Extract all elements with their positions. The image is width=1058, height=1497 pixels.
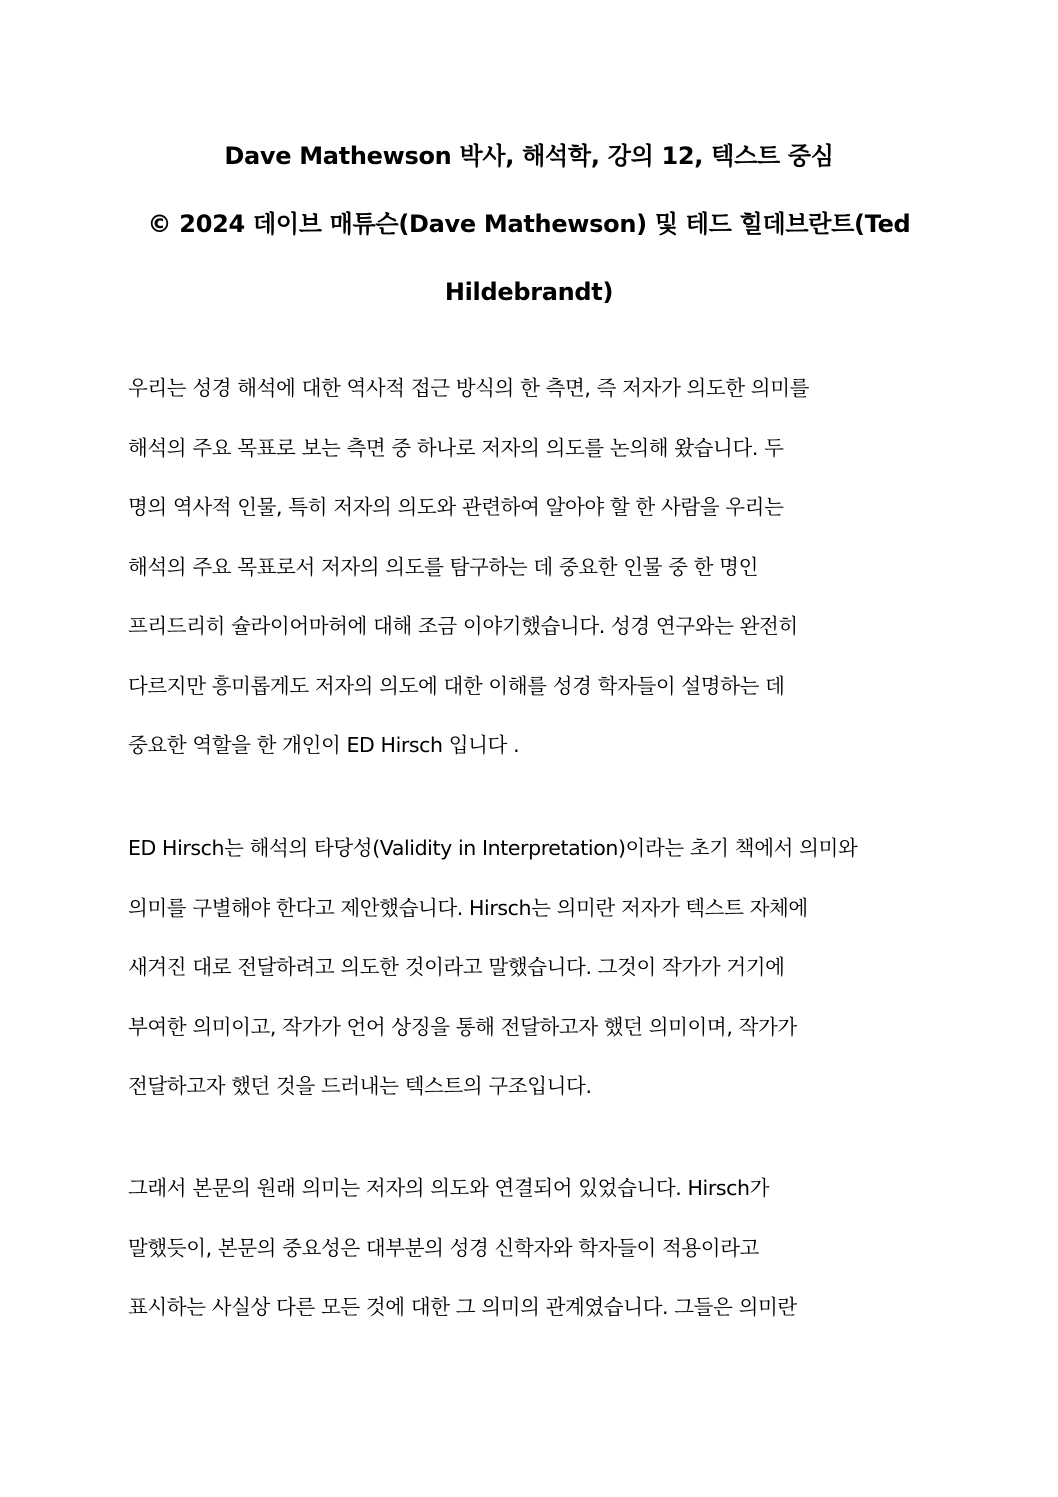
paragraph-line: ED Hirsch는 해석의 타당성(Validity in Interpretation)이라는 초기 책에서 의미와: [128, 836, 858, 860]
paragraph-line: 그래서 본문의 원래 의미는 저자의 의도와 연결되어 있었습니다. Hirsch가: [128, 1176, 770, 1200]
document-title: [100, 132, 958, 336]
copyright-line-continued: Hildebrandt): [444, 278, 614, 306]
paragraph-line: 전달하고자 했던 것을 드러내는 텍스트의 구조입니다.: [128, 1074, 592, 1098]
paragraph-line: 표시하는 사실상 다른 모든 것에 대한 그 의미의 관계였습니다. 그들은 의미란: [128, 1295, 797, 1319]
paragraph-3: [128, 1168, 928, 1347]
paragraph-line: 해석의 주요 목표로서 저자의 의도를 탐구하는 데 중요한 인물 중 한 명인: [128, 554, 758, 579]
paragraph-1: [128, 368, 928, 785]
paragraph-line: 중요한 역할을 한 개인이 ED Hirsch 입니다 .: [128, 733, 520, 757]
copyright-line: © 2024 데이브 매튜슨(Dave Mathewson) 및 테드 힐데브란트(Ted: [147, 210, 911, 238]
paragraph-line: 명의 역사적 인물, 특히 저자의 의도와 관련하여 알아야 할 한 사람을 우리는: [128, 495, 784, 519]
paragraph-line: 해석의 주요 목표로 보는 측면 중 하나로 저자의 의도를 논의해 왔습니다. 두: [128, 435, 784, 460]
paragraph-line: 프리드리히 슐라이어마허에 대해 조금 이야기했습니다. 성경 연구와는 완전히: [128, 614, 798, 638]
title-line: Dave Mathewson 박사, 해석학, 강의 12, 텍스트 중심: [224, 142, 834, 170]
paragraph-2: [128, 828, 928, 1126]
paragraph-line: 새겨진 대로 전달하려고 의도한 것이라고 말했습니다. 그것이 작가가 거기에: [128, 955, 785, 979]
paragraph-line: 다르지만 흥미롭게도 저자의 의도에 대한 이해를 성경 학자들이 설명하는 데: [128, 673, 785, 698]
paragraph-line: 부여한 의미이고, 작가가 언어 상징을 통해 전달하고자 했던 의미이며, 작가가: [128, 1014, 797, 1039]
paragraph-line: 우리는 성경 해석에 대한 역사적 접근 방식의 한 측면, 즉 저자가 의도한 의미를: [128, 376, 810, 400]
paragraph-line: 말했듯이, 본문의 중요성은 대부분의 성경 신학자와 학자들이 적용이라고: [128, 1235, 760, 1260]
paragraph-line: 의미를 구별해야 한다고 제안했습니다. Hirsch는 의미란 저자가 텍스트 자체에: [128, 895, 808, 920]
